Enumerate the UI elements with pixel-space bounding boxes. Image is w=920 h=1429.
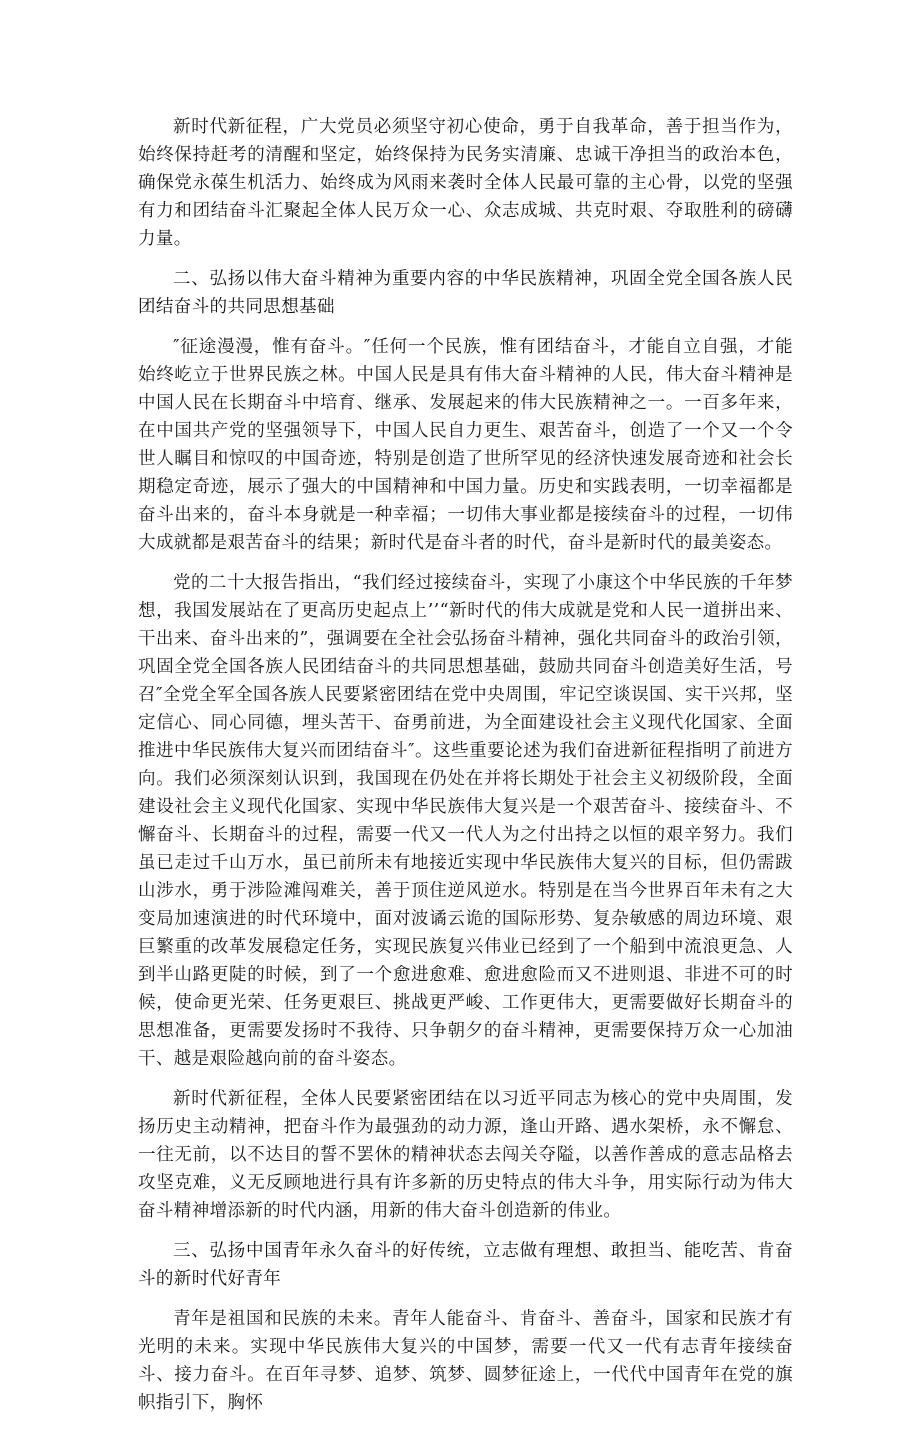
paragraph-struggle-spirit: ″征途漫漫，惟有奋斗。″任何一个民族，惟有团结奋斗，才能自立自强，才能始终屹立于世界民族之林。中国人民是具有伟大奋斗精神的人民，伟大奋斗精神是中国人民在长期奋斗中培育、继承、发展起来的伟大民族精神之一。一百多年来，在中国共产党的坚强领导下，中国人民自力更生、艰苦奋斗，创造了一个又一个令世人瞩目和惊叹的中国奇迹，特别是创造了世所罕见的经济快速发展奇迹和社会长期稳定奇迹，展示了强大的中国精神和中国力量。历史和实践表明，一切幸福都是奋斗出来的，奋斗本身就是一种幸福；一切伟大事业都是接续奋斗的过程，一切伟大成就都是艰苦奋斗的结果；新时代是奋斗者的时代，奋斗是新时代的最美姿态。 xyxy=(138,337,793,553)
paragraph-twentieth-congress: 党的二十大报告指出，“我们经过接续奋斗，实现了小康这个中华民族的千年梦想，我国发展站在了更高历史起点上’’“新时代的伟大成就是党和人民一道拼出来、干出来、奋斗出来的”，强调要在全社会弘扬奋斗精神，强化共同奋斗的政治引领，巩固全党全国各族人民团结奋斗的共同思想基础，鼓励共同奋斗创造美好生活，号召″全党全军全国各族人民要紧密团结在党中央周围，牢记空谈误国、实干兴邦，坚定信心、同心同德，埋头苦干、奋勇前进，为全面建设社会主义现代化国家、全面推进中华民族伟大复兴而团结奋斗″。这些重要论述为我们奋进新征程指明了前进方向。我们必须深刻认识到，我国现在仍处在并将长期处于社会主义初级阶段，全面建设社会主义现代化国家、实现中华民族伟大复兴是一个艰苦奋斗、接续奋斗、不懈奋斗、长期奋斗的过程，需要一代又一代人为之付出持之以恒的艰辛努力。我们虽已走过千山万水，虽已前所未有地接近实现中华民族伟大复兴的目标，但仍需跋山涉水，勇于涉险滩闯难关，善于顶住逆风逆水。特别是在当今世界百年未有之大变局加速演进的时代环境中，面对波谲云诡的国际形势、复杂敏感的周边环境、艰巨繁重的改革发展稳定任务，实现民族复兴伟业已经到了一个船到中流浪更急、人到半山路更陡的时候，到了一个愈进愈难、愈进愈险而又不进则退、非进不可的时候，使命更光荣、任务更艰巨、挑战更严峻、工作更伟大，更需要做好长期奋斗的思想准备，更需要发扬时不我待、只争朝夕的奋斗精神，更需要保持万众一心加油干、越是艰险越向前的奋斗姿态。 xyxy=(138,573,793,1069)
document-body xyxy=(138,113,793,1429)
section-heading-two: 二、弘扬以伟大奋斗精神为重要内容的中华民族精神，巩固全党全国各族人民团结奋斗的共同思想基础 xyxy=(138,269,793,317)
paragraph-new-journey: 新时代新征程，全体人民要紧密团结在以习近平同志为核心的党中央周围，发扬历史主动精神，把奋斗作为最强劲的动力源，逢山开路、遇水架桥，永不懈怠、一往无前，以不达目的誓不罢休的精神状态去闯关夺隘，以善作善成的意志品格去攻坚克难，义无反顾地进行具有许多新的历史特点的伟大斗争，用实际行动为伟大奋斗精神增添新的时代内涵，用新的伟大奋斗创造新的伟业。 xyxy=(138,1089,793,1221)
paragraph-youth: 青年是祖国和民族的未来。青年人能奋斗、肯奋斗、善奋斗，国家和民族才有光明的未来。实现中华民族伟大复兴的中国梦，需要一代又一代有志青年接续奋斗、接力奋斗。在百年寻梦、追梦、筑梦、圆梦征途上，一代代中国青年在党的旗帜指引下，胸怀 xyxy=(138,1309,793,1413)
paragraph-mission: 新时代新征程，广大党员必须坚守初心使命，勇于自我革命，善于担当作为，始终保持赶考的清醒和坚定，始终保持为民务实清廉、忠诚干净担当的政治本色，确保党永葆生机活力、始终成为风雨来袭时全体人民最可靠的主心骨，以党的坚强有力和团结奋斗汇聚起全体人民万众一心、众志成城、共克时艰、夺取胜利的磅礴力量。 xyxy=(138,117,793,249)
section-heading-three: 三、弘扬中国青年永久奋斗的好传统，立志做有理想、敢担当、能吃苦、肯奋斗的新时代好青年 xyxy=(138,1241,793,1289)
